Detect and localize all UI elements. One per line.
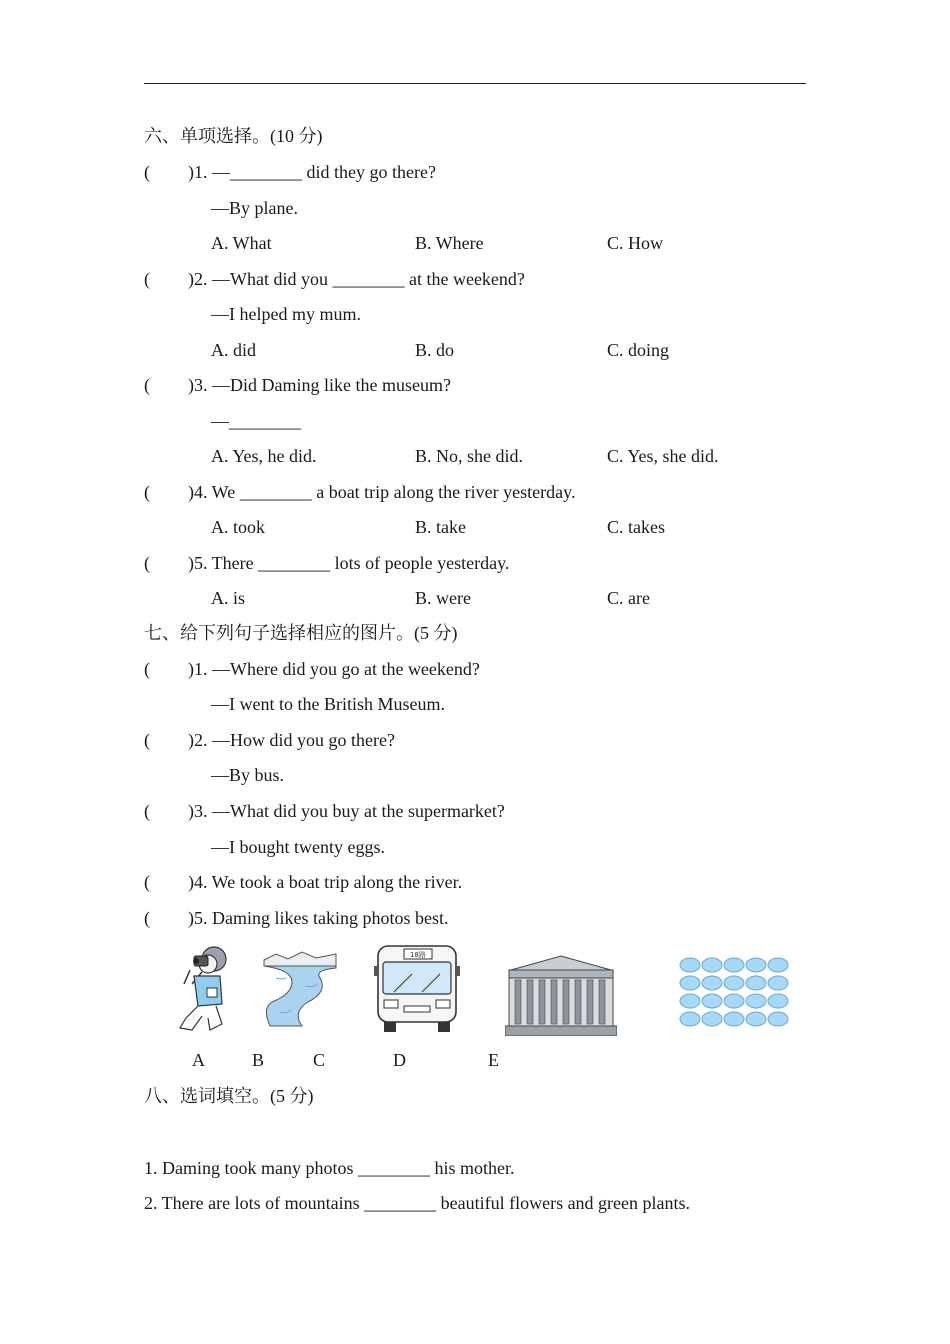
question-text: )3. —Did Daming like the museum? [188, 375, 451, 395]
question-text: )3. —What did you buy at the supermarket? [188, 801, 505, 821]
option-b[interactable]: B. No, she did. [415, 446, 523, 466]
bus-sign: 18路 [410, 951, 426, 959]
answer-paren[interactable]: ( [144, 908, 150, 928]
option-b[interactable]: B. take [415, 517, 466, 537]
fill-blank-item: 2. There are lots of mountains ________ beautiful flowers and green plants. [144, 1193, 691, 1213]
question-text: )2. —How did you go there? [188, 730, 395, 750]
answer-paren[interactable]: ( [144, 659, 150, 679]
answer-paren[interactable]: ( [144, 375, 150, 395]
picture-label-c: C [313, 1050, 326, 1070]
answer-paren[interactable]: ( [144, 801, 150, 821]
answer-line: —By bus. [211, 765, 285, 785]
option-a[interactable]: A. did [211, 340, 256, 360]
bus-picture [374, 944, 460, 1034]
answer-line: —I bought twenty eggs. [211, 837, 385, 857]
river-picture [262, 950, 338, 1028]
answer-paren[interactable]: ( [144, 730, 150, 750]
answer-paren[interactable]: ( [144, 482, 150, 502]
photographer-boy-picture [172, 944, 234, 1034]
answer-line: —By plane. [211, 198, 298, 218]
option-b[interactable]: B. were [415, 588, 471, 608]
question-text: )4. We took a boat trip along the river. [188, 872, 463, 892]
question-text: )5. There ________ lots of people yesterday. [188, 553, 510, 573]
answer-paren[interactable]: ( [144, 872, 150, 892]
top-rule [144, 83, 806, 84]
option-b[interactable]: B. Where [415, 233, 484, 253]
option-c[interactable]: C. takes [607, 517, 665, 537]
question-text: )5. Daming likes taking photos best. [188, 908, 449, 928]
answer-line: —________ [211, 411, 301, 431]
option-c[interactable]: C. doing [607, 340, 670, 360]
answer-line: —I went to the British Museum. [211, 694, 445, 714]
eggs-picture [676, 955, 794, 1031]
answer-line: —I helped my mum. [211, 304, 361, 324]
question-text: )2. —What did you ________ at the weekend? [188, 269, 525, 289]
option-c[interactable]: C. are [607, 588, 650, 608]
section-6-heading: 六、单项选择。(10 分) [144, 126, 323, 146]
option-a[interactable]: A. took [211, 517, 265, 537]
option-a[interactable]: A. Yes, he did. [211, 446, 317, 466]
option-a[interactable]: A. is [211, 588, 246, 608]
answer-paren[interactable]: ( [144, 553, 150, 573]
question-text: )1. —Where did you go at the weekend? [188, 659, 480, 679]
picture-label-b: B [252, 1050, 265, 1070]
museum-picture [505, 954, 617, 1036]
question-text: )1. —________ did they go there? [188, 162, 436, 182]
fill-blank-item: 1. Daming took many photos ________ his mother. [144, 1158, 515, 1178]
option-c[interactable]: C. How [607, 233, 664, 253]
option-c[interactable]: C. Yes, she did. [607, 446, 719, 466]
question-text: )4. We ________ a boat trip along the river yesterday. [188, 482, 576, 502]
option-a[interactable]: A. What [211, 233, 272, 253]
option-b[interactable]: B. do [415, 340, 455, 360]
answer-paren[interactable]: ( [144, 162, 150, 182]
section-8-heading: 八、选词填空。(5 分) [144, 1086, 314, 1106]
answer-paren[interactable]: ( [144, 269, 150, 289]
section-7-heading: 七、给下列句子选择相应的图片。(5 分) [144, 623, 458, 643]
picture-label-d: D [393, 1050, 406, 1070]
picture-label-a: A [192, 1050, 205, 1070]
picture-label-e: E [488, 1050, 499, 1070]
